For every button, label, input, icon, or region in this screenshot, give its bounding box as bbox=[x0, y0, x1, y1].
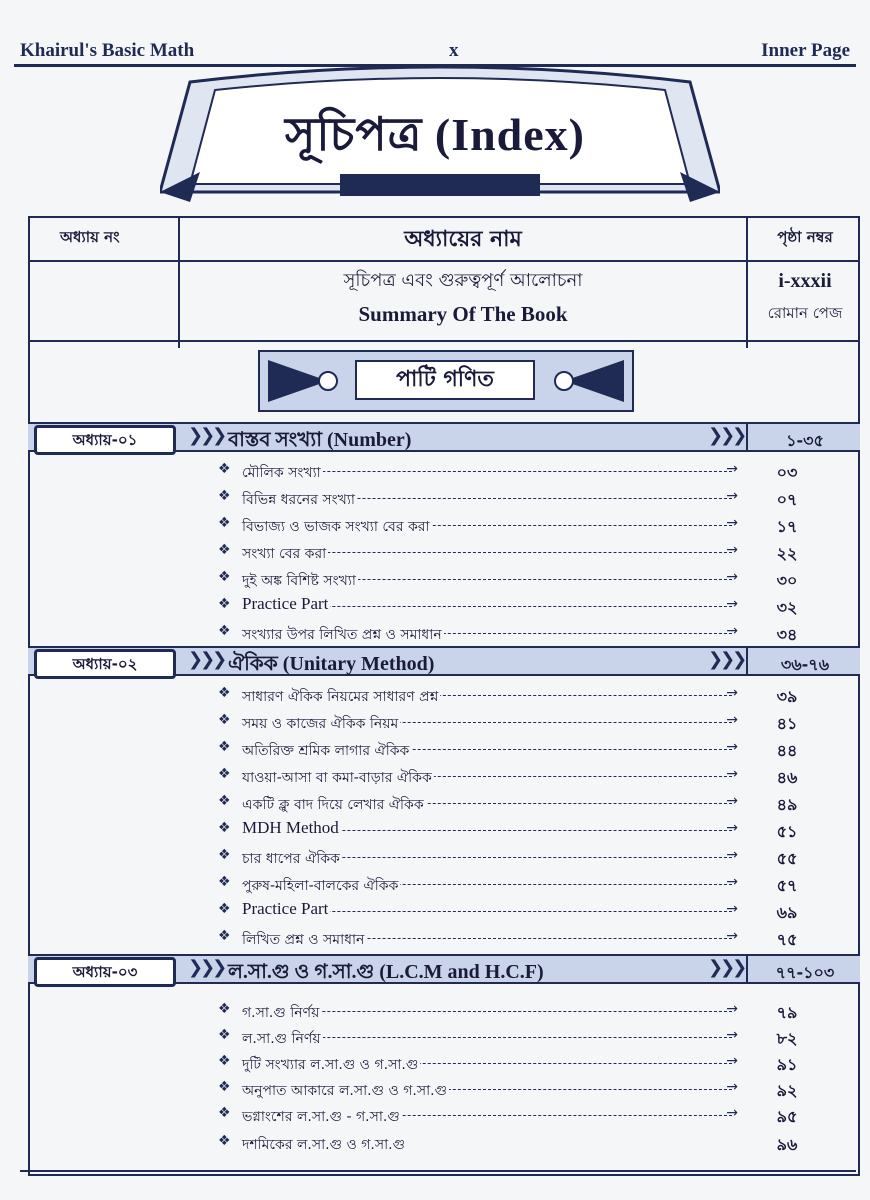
topic-page: ৯২ bbox=[776, 1081, 798, 1100]
topic-label: দুটি সংখ্যার ল.সা.গু ও গ.সা.গু bbox=[242, 1053, 420, 1077]
topic-page: ৩৯ bbox=[776, 687, 798, 706]
topic-label: যাওয়া-আসা বা কমা-বাড়ার ঐকিক bbox=[242, 766, 434, 790]
list-item bbox=[218, 738, 798, 760]
chapter-tag: অধ্যায়-০২ bbox=[34, 649, 176, 679]
list-item bbox=[218, 765, 798, 787]
section-title: পাটি গণিত bbox=[355, 360, 535, 400]
chapter-arrow-icon: ❯❯❯ bbox=[708, 425, 745, 446]
topic-label: Practice Part bbox=[242, 899, 329, 918]
topic-label: পুরুষ-মহিলা-বালকের ঐকিক bbox=[242, 874, 400, 898]
topic-page: ৯১ bbox=[776, 1055, 798, 1074]
list-item bbox=[218, 684, 798, 706]
chapter-arrow-icon: ❯❯❯ bbox=[708, 957, 745, 978]
topic-label: Practice Part bbox=[242, 594, 329, 613]
list-item bbox=[218, 594, 798, 617]
topic-label: চার ধাপের ঐকিক bbox=[242, 847, 342, 871]
list-item bbox=[218, 792, 798, 814]
topic-page: ১৭ bbox=[776, 517, 798, 536]
arrow-icon: → bbox=[726, 901, 738, 917]
topic-page: ৭৫ bbox=[776, 930, 798, 949]
chapter-pages: ৩৬-৭৬ bbox=[780, 655, 830, 674]
diamond-bullet-icon: ❖ bbox=[218, 1053, 231, 1069]
list-item bbox=[218, 899, 798, 922]
summary-pages: i-xxxii bbox=[778, 270, 832, 292]
page-title: সূচিপত্র (Index) bbox=[284, 109, 585, 160]
list-item bbox=[218, 1052, 798, 1074]
diamond-bullet-icon: ❖ bbox=[218, 542, 231, 558]
diamond-bullet-icon: ❖ bbox=[218, 712, 231, 728]
topic-label: সাধারণ ঐকিক নিয়মের সাধারণ প্রশ্ন bbox=[242, 685, 440, 709]
diamond-bullet-icon: ❖ bbox=[218, 623, 231, 639]
diamond-bullet-icon: ❖ bbox=[218, 928, 231, 944]
topic-page: ০৭ bbox=[776, 490, 798, 509]
arrow-icon: → bbox=[726, 1105, 738, 1121]
topic-page: ৫৫ bbox=[776, 849, 798, 868]
chapter-tag: অধ্যায়-০৩ bbox=[34, 957, 176, 987]
list-item bbox=[218, 487, 798, 509]
diamond-bullet-icon: ❖ bbox=[218, 874, 231, 890]
diamond-bullet-icon: ❖ bbox=[218, 1001, 231, 1017]
arrow-icon: → bbox=[726, 1027, 738, 1043]
arrow-icon: → bbox=[726, 596, 738, 612]
chapter-pages: ১-৩৫ bbox=[786, 431, 824, 450]
diamond-bullet-icon: ❖ bbox=[218, 739, 231, 755]
topic-page: ৩০ bbox=[776, 571, 798, 590]
topic-page: ৬৯ bbox=[776, 903, 798, 922]
topic-label: বিভিন্ন ধরনের সংখ্যা bbox=[242, 488, 357, 512]
diamond-bullet-icon: ❖ bbox=[218, 766, 231, 782]
topic-label: অনুপাত আকারে ল.সা.গু ও গ.সা.গু bbox=[242, 1079, 449, 1103]
arrow-icon: → bbox=[726, 461, 738, 477]
footer-rule bbox=[20, 1170, 856, 1172]
topic-label: মৌলিক সংখ্যা bbox=[242, 461, 323, 485]
chapter-title: ঐকিক (Unitary Method) bbox=[228, 653, 435, 675]
book-title: Khairul's Basic Math bbox=[20, 40, 195, 61]
topic-label: MDH Method bbox=[242, 818, 339, 837]
col-header-chapter-no: অধ্যায় নং bbox=[60, 228, 120, 246]
topic-page: ৩৪ bbox=[776, 625, 798, 644]
list-item bbox=[218, 1104, 798, 1126]
diamond-bullet-icon: ❖ bbox=[218, 793, 231, 809]
diamond-bullet-icon: ❖ bbox=[218, 1133, 231, 1149]
topic-label: লিখিত প্রশ্ন ও সমাধান bbox=[242, 928, 366, 952]
list-item bbox=[218, 568, 798, 590]
list-item bbox=[218, 927, 798, 949]
chapter-divider bbox=[746, 422, 748, 452]
summary-bn: সূচিপত্র এবং গুরুত্বপূর্ণ আলোচনা bbox=[343, 270, 583, 291]
summary-pages-note: রোমান পেজ bbox=[767, 304, 843, 322]
chapter-divider bbox=[746, 646, 748, 676]
chapter-arrow-icon: ❯❯❯ bbox=[188, 425, 225, 446]
topic-label: ভগ্নাংশের ল.সা.গু - গ.সা.গু bbox=[242, 1105, 402, 1129]
diamond-bullet-icon: ❖ bbox=[218, 461, 231, 477]
summary-en: Summary Of The Book bbox=[358, 302, 568, 326]
diamond-bullet-icon: ❖ bbox=[218, 901, 231, 917]
diamond-bullet-icon: ❖ bbox=[218, 1105, 231, 1121]
list-item bbox=[218, 818, 798, 841]
list-item bbox=[218, 514, 798, 536]
diamond-bullet-icon: ❖ bbox=[218, 685, 231, 701]
topic-label: অতিরিক্ত শ্রমিক লাগার ঐকিক bbox=[242, 739, 411, 763]
diamond-bullet-icon: ❖ bbox=[218, 596, 231, 612]
chapter-title: ল.সা.গু ও গ.সা.গু (L.C.M and H.C.F) bbox=[228, 961, 544, 983]
list-item bbox=[218, 846, 798, 868]
list-item bbox=[218, 1000, 798, 1022]
list-item bbox=[218, 622, 798, 644]
col-divider-2 bbox=[746, 216, 748, 348]
topic-page: ৯৫ bbox=[776, 1107, 798, 1126]
diamond-bullet-icon: ❖ bbox=[218, 820, 231, 836]
chapter-arrow-icon: ❯❯❯ bbox=[188, 957, 225, 978]
topic-page: ৪৯ bbox=[776, 795, 798, 814]
topic-page: ৯৬ bbox=[776, 1135, 798, 1154]
diamond-bullet-icon: ❖ bbox=[218, 515, 231, 531]
arrow-icon: → bbox=[726, 712, 738, 728]
arrow-icon: → bbox=[726, 685, 738, 701]
col-header-page-no: পৃষ্ঠা নম্বর bbox=[777, 228, 833, 246]
arrow-icon: → bbox=[726, 739, 738, 755]
arrow-icon: → bbox=[726, 488, 738, 504]
page-number: x bbox=[449, 40, 459, 61]
page-section: Inner Page bbox=[761, 40, 850, 61]
topic-page: ৪৬ bbox=[776, 768, 798, 787]
arrow-icon: → bbox=[726, 766, 738, 782]
diamond-bullet-icon: ❖ bbox=[218, 569, 231, 585]
list-item bbox=[218, 1078, 798, 1100]
topic-label: সংখ্যার উপর লিখিত প্রশ্ন ও সমাধান bbox=[242, 623, 444, 647]
topic-label: একটি ক্লু বাদ দিয়ে লেখার ঐকিক bbox=[242, 793, 426, 817]
topic-page: ৪৪ bbox=[776, 741, 798, 760]
chapter-title: বাস্তব সংখ্যা (Number) bbox=[228, 429, 412, 451]
topic-page: ৩২ bbox=[776, 598, 798, 617]
list-item bbox=[218, 1026, 798, 1048]
topic-label: ল.সা.গু নির্ণয় bbox=[242, 1027, 323, 1051]
topic-label: দশমিকের ল.সা.গু ও গ.সা.গু bbox=[242, 1133, 407, 1157]
topic-page: ৪১ bbox=[776, 714, 798, 733]
diamond-bullet-icon: ❖ bbox=[218, 1027, 231, 1043]
arrow-icon: → bbox=[726, 515, 738, 531]
arrow-icon: → bbox=[726, 928, 738, 944]
arrow-icon: → bbox=[726, 1053, 738, 1069]
chapter-tag: অধ্যায়-০১ bbox=[34, 425, 176, 455]
chapter-divider bbox=[746, 954, 748, 984]
arrow-icon: → bbox=[726, 847, 738, 863]
arrow-icon: → bbox=[726, 820, 738, 836]
topic-page: ০৩ bbox=[776, 463, 798, 482]
topic-page: ৮২ bbox=[776, 1029, 798, 1048]
topic-page: ৭৯ bbox=[776, 1003, 798, 1022]
topic-page: ৫১ bbox=[776, 822, 798, 841]
topic-label: বিভাজ্য ও ভাজক সংখ্যা বের করা bbox=[242, 515, 432, 539]
list-item bbox=[218, 873, 798, 895]
topic-page: ২২ bbox=[776, 544, 798, 563]
arrow-icon: → bbox=[726, 793, 738, 809]
col-header-chapter-name: অধ্যায়ের নাম bbox=[404, 227, 522, 252]
row-divider bbox=[28, 260, 860, 262]
diamond-bullet-icon: ❖ bbox=[218, 488, 231, 504]
chapter-arrow-icon: ❯❯❯ bbox=[708, 649, 745, 670]
arrow-icon: → bbox=[726, 569, 738, 585]
list-item bbox=[218, 541, 798, 563]
arrow-icon: → bbox=[726, 623, 738, 639]
topic-label: গ.সা.গু নির্ণয় bbox=[242, 1001, 321, 1025]
row-divider bbox=[28, 340, 860, 342]
chapter-pages: ৭৭-১০৩ bbox=[775, 963, 835, 982]
topic-label: দুই অঙ্ক বিশিষ্ট সংখ্যা bbox=[242, 569, 358, 593]
arrow-icon: → bbox=[726, 1001, 738, 1017]
topic-label: সময় ও কাজের ঐকিক নিয়ম bbox=[242, 712, 400, 736]
arrow-icon: → bbox=[726, 1079, 738, 1095]
topic-page: ৫৭ bbox=[776, 876, 798, 895]
arrow-icon: → bbox=[726, 874, 738, 890]
list-item bbox=[218, 460, 798, 482]
list-item bbox=[218, 1132, 798, 1154]
diamond-bullet-icon: ❖ bbox=[218, 847, 231, 863]
list-item bbox=[218, 711, 798, 733]
arrow-icon: → bbox=[726, 542, 738, 558]
topic-label: সংখ্যা বের করা bbox=[242, 542, 328, 566]
chapter-arrow-icon: ❯❯❯ bbox=[188, 649, 225, 670]
diamond-bullet-icon: ❖ bbox=[218, 1079, 231, 1095]
